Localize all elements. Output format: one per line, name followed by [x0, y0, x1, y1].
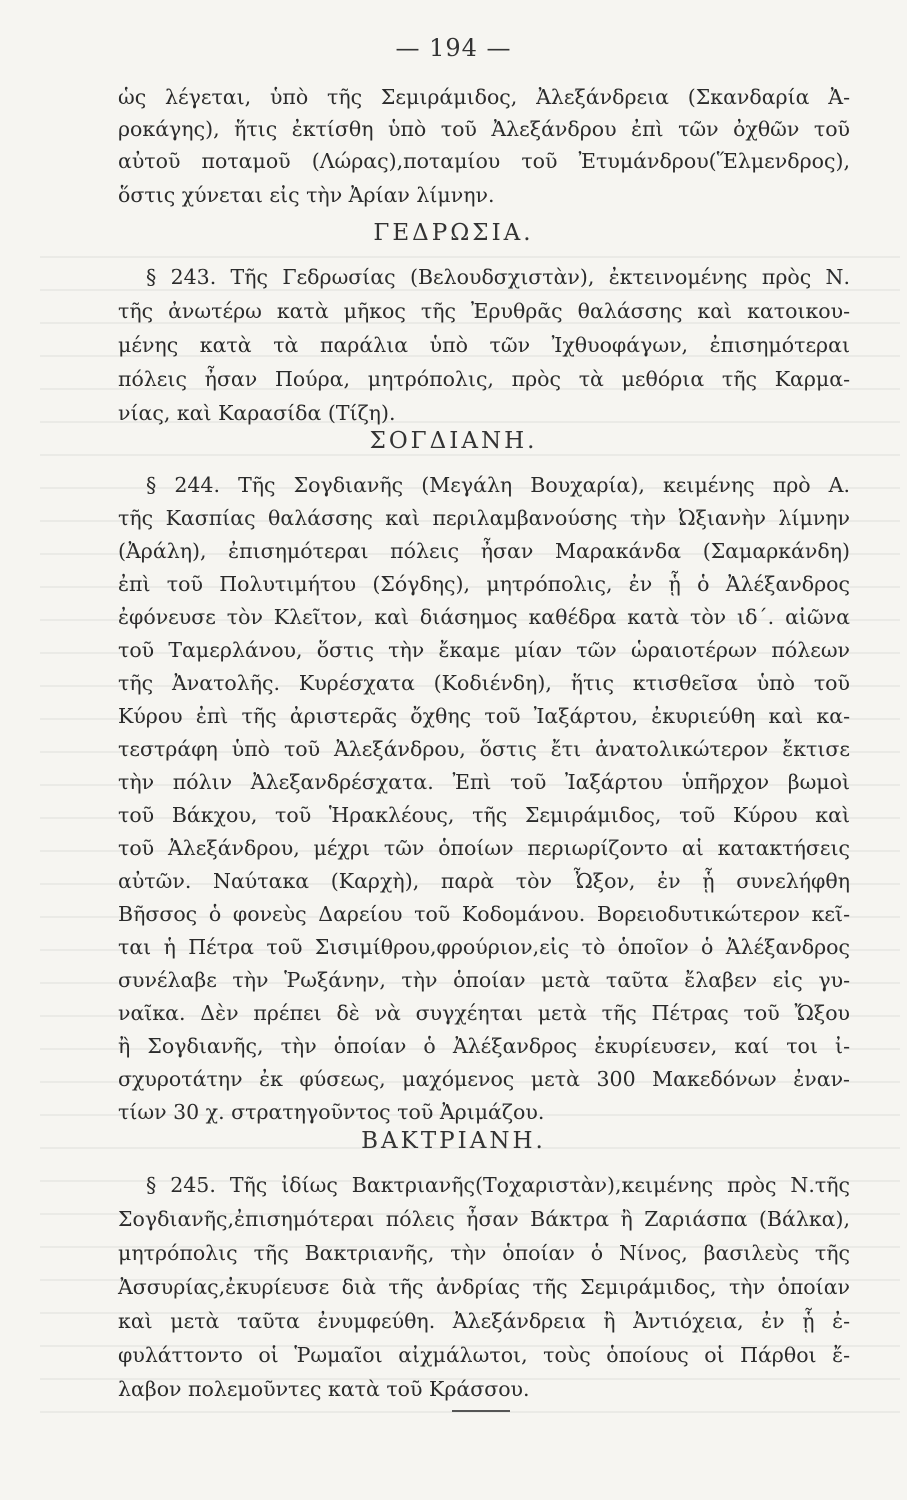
paragraph-244-line: τοῦ Ταμερλάνου, ὅστις τὴν ἔκαμε μίαν τῶν ὡραιοτέρων πόλεων: [118, 638, 850, 662]
paragraph-244-line: ἐπὶ τοῦ Πολυτιμήτου (Σόγδης), μητρόπολις, ἐν ᾗ ὁ Ἀλέξανδρος: [118, 572, 850, 596]
paragraph-244-line: τῆς Ἀνατολῆς. Κυρέσχατα (Κοδιένδη), ἥτις κτισθεῖσα ὑπὸ τοῦ: [118, 671, 850, 695]
text-line: ροκάγης), ἥτις ἐκτίσθη ὑπὸ τοῦ Ἀλεξάνδρου ἐπὶ τῶν ὀχθῶν τοῦ: [118, 117, 850, 141]
paragraph-243-line: τῆς ἀνωτέρω κατὰ μῆκος τῆς Ἐρυθρᾶς θαλάσσης καὶ κατοικου-: [118, 299, 850, 323]
paragraph-244-line: ἐφόνευσε τὸν Κλεῖτον, καὶ διάσημος καθέδρα κατὰ τὸν ιδ΄. αἰῶνα: [118, 605, 850, 629]
text-line: ὅστις χύνεται εἰς τὴν Ἀρίαν λίμνην.: [118, 183, 495, 207]
paragraph-244-line: (Ἀράλη), ἐπισημότεραι πόλεις ἦσαν Μαρακάνδα (Σαμαρκάνδη): [118, 539, 850, 563]
paragraph-244-line: Κύρου ἐπὶ τῆς ἀριστερᾶς ὄχθης τοῦ Ἰαξάρτου, ἐκυριεύθη καὶ κα-: [118, 704, 850, 728]
paragraph-245-line: Ἀσσυρίας,ἐκυρίευσε διὰ τῆς ἀνδρίας τῆς Σεμιράμιδος, τὴν ὁποίαν: [118, 1275, 850, 1299]
paragraph-244-line: τοῦ Βάκχου, τοῦ Ἡρακλέους, τῆς Σεμιράμιδος, τοῦ Κύρου καὶ: [118, 803, 850, 827]
section-heading-gedrosia: ΓΕΔΡΩΣΙΑ.: [373, 220, 534, 246]
paragraph-245-line: καὶ μετὰ ταῦτα ἐνυμφεύθη. Ἀλεξάνδρεια ἢ Ἀντιόχεια, ἐν ᾗ ἐ-: [118, 1309, 850, 1333]
paragraph-245-line: μητρόπολις τῆς Βακτριανῆς, τὴν ὁποίαν ὁ Νίνος, βασιλεὺς τῆς: [118, 1241, 850, 1265]
text-line: αὐτοῦ ποταμοῦ (Λώρας),ποταμίου τοῦ Ἐτυμάνδρου(Ἕλμενδρος),: [118, 149, 850, 173]
page-number: — 194 —: [395, 34, 512, 62]
paragraph-243-line: μένης κατὰ τὰ παράλια ὑπὸ τῶν Ἰχθυοφάγων, ἐπισημότεραι: [118, 333, 850, 357]
paragraph-244-line: Βῆσσος ὁ φονεὺς Δαρείου τοῦ Κοδομάνου. Βορειοδυτικώτερον κεῖ-: [118, 902, 850, 926]
paragraph-244-line: τεστράφη ὑπὸ τοῦ Ἀλεξάνδρου, ὅστις ἔτι ἀνατολικώτερον ἔκτισε: [118, 737, 850, 761]
paragraph-243-line: § 243. Τῆς Γεδρωσίας (Βελουδσχιστὰν), ἐκτεινομένης πρὸς Ν.: [146, 265, 850, 289]
paragraph-243-line: νίας, καὶ Καρασίδα (Τίζη).: [118, 401, 396, 425]
paragraph-245-line: § 245. Τῆς ἰδίως Βακτριανῆς(Τοχαριστὰν),κειμένης πρὸς Ν.τῆς: [146, 1173, 850, 1197]
paragraph-244-line: ἢ Σογδιανῆς, τὴν ὁποίαν ὁ Ἀλέξανδρος ἐκυρίευσεν, καί τοι ἰ-: [118, 1034, 850, 1058]
paragraph-243-line: πόλεις ἦσαν Πούρα, μητρόπολις, πρὸς τὰ μεθόρια τῆς Καρμα-: [118, 367, 850, 391]
paragraph-244-line: § 244. Τῆς Σογδιανῆς (Μεγάλη Βουχαρία), κειμένης πρὸ Α.: [146, 473, 850, 497]
paragraph-244-line: συνέλαβε τὴν Ῥωξάνην, τὴν ὁποίαν μετὰ ταῦτα ἔλαβεν εἰς γυ-: [118, 968, 850, 992]
paragraph-244-line: τίων 30 χ. στρατηγοῦντος τοῦ Ἀριμάζου.: [118, 1100, 545, 1124]
paragraph-245-line: Σογδιανῆς,ἐπισημότεραι πόλεις ἦσαν Βάκτρα ἢ Ζαριάσπα (Βάλκα),: [118, 1207, 850, 1231]
paragraph-244-line: τὴν πόλιν Ἀλεξανδρέσχατα. Ἐπὶ τοῦ Ἰαξάρτου ὑπῆρχον βωμοὶ: [118, 770, 850, 794]
paragraph-244-line: τοῦ Ἀλεξάνδρου, μέχρι τῶν ὁποίων περιωρίζοντο αἱ κατακτήσεις: [118, 836, 850, 860]
text-line: ὡς λέγεται, ὑπὸ τῆς Σεμιράμιδος, Ἀλεξάνδρεια (Σκανδαρία Ἀ-: [118, 85, 850, 109]
paragraph-244-line: ται ἡ Πέτρα τοῦ Σισιμίθρου,φρούριον,εἰς τὸ ὁποῖον ὁ Ἀλέξανδρος: [118, 935, 850, 959]
paragraph-245-line: φυλάττοντο οἱ Ῥωμαῖοι αἰχμάλωτοι, τοὺς ὁποίους οἱ Πάρθοι ἔ-: [118, 1343, 850, 1367]
paragraph-245-line: λαβον πολεμοῦντες κατὰ τοῦ Κράσσου.: [118, 1377, 530, 1401]
paragraph-244-line: ναῖκα. Δὲν πρέπει δὲ νὰ συγχέηται μετὰ τῆς Πέτρας τοῦ Ὤξου: [118, 1001, 850, 1025]
section-heading-baktriane: ΒΑΚΤΡΙΑΝΗ.: [361, 1128, 546, 1154]
paragraph-244-line: τῆς Κασπίας θαλάσσης καὶ περιλαμβανούσης τὴν Ὠξιανὴν λίμνην: [118, 506, 850, 530]
paragraph-244-line: σχυροτάτην ἐκ φύσεως, μαχόμενος μετὰ 300 Μακεδόνων ἐναν-: [118, 1067, 850, 1091]
section-heading-sogdiane: ΣΟΓΔΙΑΝΗ.: [369, 428, 538, 454]
paragraph-244-line: αὐτῶν. Ναύτακα (Καρχὴ), παρὰ τὸν Ὦξον, ἐν ᾗ συνελήφθη: [118, 869, 850, 893]
end-divider-rule: [452, 1410, 510, 1412]
